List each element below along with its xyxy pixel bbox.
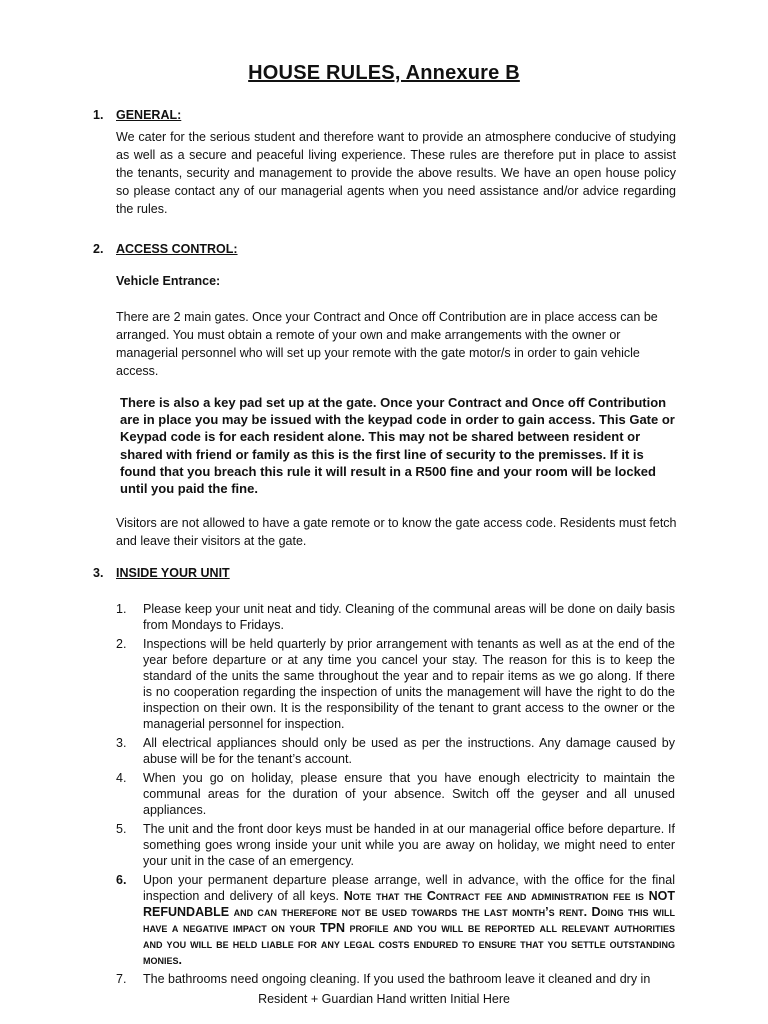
list-item <box>0 735 768 767</box>
list-item-number: 2. <box>116 637 127 651</box>
list-item-number: 5. <box>116 822 127 836</box>
list-item <box>0 601 768 633</box>
section-general-number: 1. <box>93 108 104 122</box>
list-item <box>0 636 768 732</box>
vehicle-entrance-paragraph: There are 2 main gates. Once your Contract and Once off Contribution are in place access can be arranged. You must obtain a remote of your own and make arrangements with the owner or managerial personnel who will set up your remote with the gate motor/s in order to gain vehicle access. <box>116 310 658 378</box>
section-general-text: We cater for the serious student and therefore want to provide an atmosphere conducive of studying as well as a secure and peaceful living experience. These rules are therefore put in place to assist the tenants, security and management to provide the above results. We have an open house policy so please contact any of our managerial agents when you need assistance and/or advice regarding the rules. <box>116 130 676 216</box>
list-item-text: The bathrooms need ongoing cleaning. If you used the bathroom leave it cleaned and dry in <box>143 972 651 986</box>
unit-rules-list <box>0 601 768 990</box>
initials-footer: Resident + Guardian Hand written Initial Here <box>258 992 510 1006</box>
list-item-number: 3. <box>116 736 127 750</box>
list-item <box>0 872 768 968</box>
non-refundable-notice: Note that the Contract fee and administration fee is NOT REFUNDABLE and can therefore not be used towards the last month’s rent. Doing this will have a negative impact on your TPN profile and you will be reported all relevant authorities and you will be held liable for any legal costs endured to ensure that you settle outstanding monies. <box>143 889 675 967</box>
visitors-paragraph: Visitors are not allowed to have a gate remote or to know the gate access code. Residents must fetch and leave their visitors at the gate. <box>116 516 677 548</box>
list-item-text: Please keep your unit neat and tidy. Cleaning of the communal areas will be done on daily basis from Mondays to Fridays. <box>143 602 675 632</box>
list-item-text: Inspections will be held quarterly by prior arrangement with tenants as well as at the end of the year before departure or at any time you cancel your stay. The reason for this is to keep the standard of the units the same throughout the year and to repair items as we go along. If there is no cooperation regarding the inspection of units the management will have the right to do the inspection on their own. It is the responsibility of the tenant to grant access to the owner or the managerial personnel for inspection. <box>143 637 675 731</box>
list-item <box>0 971 768 987</box>
section-general-heading: GENERAL: <box>116 108 182 122</box>
list-item-text: When you go on holiday, please ensure that you have enough electricity to maintain the communal areas for the duration of your absence. Switch off the geyser and all unused appliances. <box>143 771 675 817</box>
section-access-number: 2. <box>93 242 104 256</box>
list-item-text <box>143 872 675 968</box>
list-item-number: 4. <box>116 771 127 785</box>
section-access-heading: ACCESS CONTROL: <box>116 242 238 256</box>
list-item <box>0 770 768 818</box>
keypad-rule-paragraph: There is also a key pad set up at the gate. Once your Contract and Once off Contribution are in place you may be issued with the keypad code in order to gain access. This Gate or Keypad code is for each resident alone. This may not be shared between resident or shared with friend or family as this is the first line of security to the premisses. If it is found that you breach this rule it will result in a R500 fine and your room will be locked until you paid the fine. <box>120 395 675 497</box>
list-item <box>0 821 768 869</box>
section-unit-heading: INSIDE YOUR UNIT <box>116 566 230 580</box>
list-item-text: The unit and the front door keys must be handed in at our managerial office before departure. If something goes wrong inside your unit while you are away on holiday, we might need to enter your unit in the case of an emergency. <box>143 822 675 868</box>
document-title: HOUSE RULES, Annexure B <box>248 62 520 84</box>
list-item-number: 1. <box>116 602 127 616</box>
section-unit-number: 3. <box>93 566 104 580</box>
list-item-number: 6. <box>116 873 127 887</box>
list-item-text-main: Upon your permanent departure please arrange, well in advance, with the office for the final inspection and delivery of all keys. <box>143 873 675 903</box>
vehicle-entrance-subheading: Vehicle Entrance: <box>116 274 221 288</box>
list-item-number: 7. <box>116 972 127 986</box>
list-item-text: All electrical appliances should only be used as per the instructions. Any damage caused by abuse will be for the tenant’s account. <box>143 736 675 766</box>
